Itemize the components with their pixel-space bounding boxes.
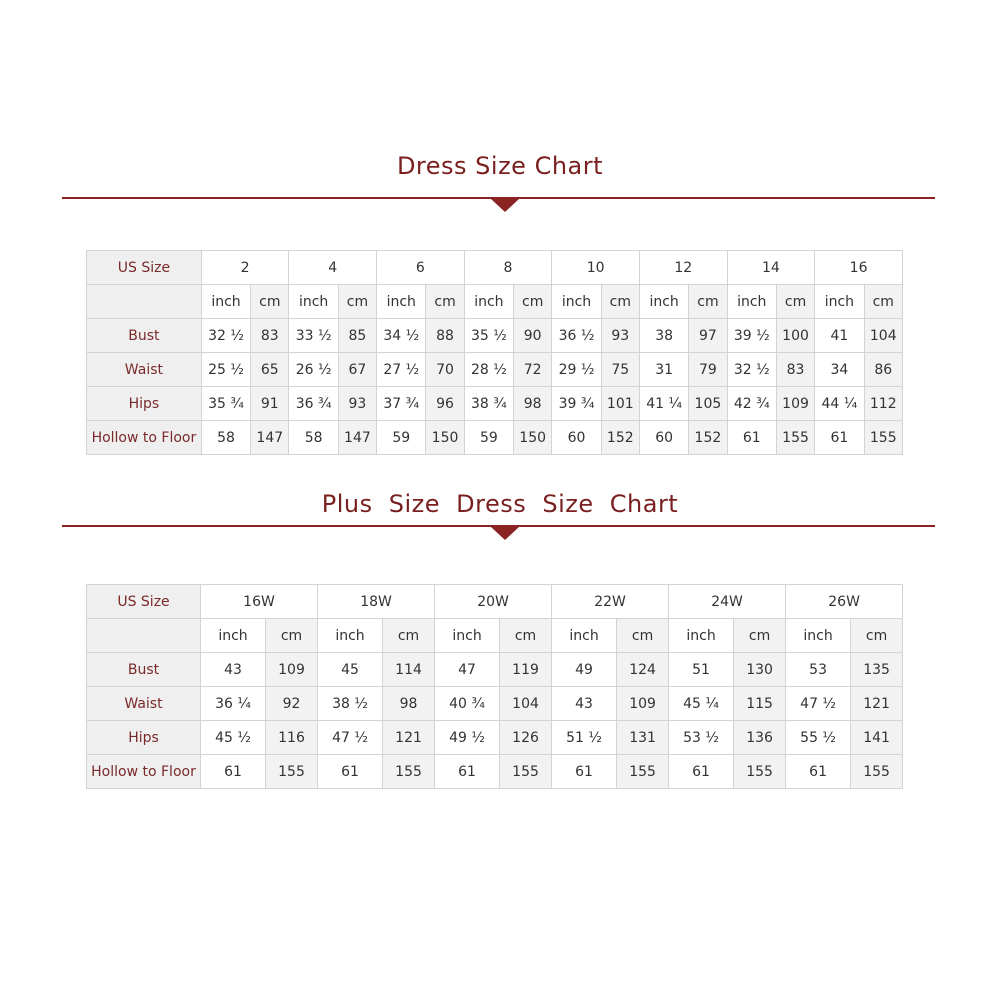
inch-value: 39 ¾: [552, 387, 601, 421]
inch-value: 33 ½: [289, 319, 338, 353]
inch-value: 38: [639, 319, 688, 353]
size-header-label: US Size: [87, 251, 202, 285]
size-column-header: 16: [815, 251, 903, 285]
unit-inch-label: inch: [435, 619, 500, 653]
cm-value: 155: [500, 755, 552, 789]
size-header-row: [87, 251, 903, 285]
cm-value: 126: [500, 721, 552, 755]
size-column-header: 26W: [786, 585, 903, 619]
cm-value: 97: [689, 319, 727, 353]
unit-cm-label: cm: [266, 619, 318, 653]
cm-value: 136: [734, 721, 786, 755]
cm-value: 100: [776, 319, 814, 353]
cm-value: 152: [689, 421, 727, 455]
cm-value: 121: [851, 687, 903, 721]
cm-value: 150: [514, 421, 552, 455]
cm-value: 116: [266, 721, 318, 755]
table-row: [87, 721, 903, 755]
inch-value: 36 ¾: [289, 387, 338, 421]
measurement-label: Bust: [87, 319, 202, 353]
unit-cm-label: cm: [864, 285, 902, 319]
unit-inch-label: inch: [377, 285, 426, 319]
cm-value: 90: [514, 319, 552, 353]
inch-value: 43: [552, 687, 617, 721]
size-column-header: 2: [201, 251, 289, 285]
cm-value: 98: [383, 687, 435, 721]
cm-value: 121: [383, 721, 435, 755]
cm-value: 155: [266, 755, 318, 789]
cm-value: 152: [601, 421, 639, 455]
unit-cm-label: cm: [851, 619, 903, 653]
cm-value: 150: [426, 421, 464, 455]
inch-value: 45 ¼: [669, 687, 734, 721]
inch-value: 29 ½: [552, 353, 601, 387]
inch-value: 51: [669, 653, 734, 687]
inch-value: 51 ½: [552, 721, 617, 755]
unit-cm-label: cm: [251, 285, 289, 319]
unit-inch-label: inch: [815, 285, 864, 319]
cm-value: 67: [338, 353, 376, 387]
size-column-header: 10: [552, 251, 640, 285]
measurement-label: Hips: [87, 721, 201, 755]
unit-row-label: [87, 285, 202, 319]
unit-cm-label: cm: [734, 619, 786, 653]
dress-size-chart-title: Dress Size Chart: [396, 152, 604, 180]
inch-value: 55 ½: [786, 721, 851, 755]
cm-value: 155: [776, 421, 814, 455]
unit-inch-label: inch: [727, 285, 776, 319]
cm-value: 109: [776, 387, 814, 421]
inch-value: 42 ¾: [727, 387, 776, 421]
cm-value: 109: [266, 653, 318, 687]
inch-value: 45: [318, 653, 383, 687]
inch-value: 60: [639, 421, 688, 455]
size-column-header: 4: [289, 251, 377, 285]
unit-cm-label: cm: [338, 285, 376, 319]
unit-inch-label: inch: [786, 619, 851, 653]
cm-value: 131: [617, 721, 669, 755]
inch-value: 47 ½: [318, 721, 383, 755]
cm-value: 155: [864, 421, 902, 455]
inch-value: 37 ¾: [377, 387, 426, 421]
cm-value: 92: [266, 687, 318, 721]
unit-inch-label: inch: [289, 285, 338, 319]
inch-value: 28 ½: [464, 353, 513, 387]
unit-cm-label: cm: [617, 619, 669, 653]
unit-cm-label: cm: [500, 619, 552, 653]
unit-inch-label: inch: [669, 619, 734, 653]
inch-value: 27 ½: [377, 353, 426, 387]
inch-value: 39 ½: [727, 319, 776, 353]
size-column-header: 6: [377, 251, 465, 285]
unit-row: [87, 285, 903, 319]
unit-inch-label: inch: [552, 285, 601, 319]
divider-pointer-icon: [491, 527, 519, 540]
unit-cm-label: cm: [601, 285, 639, 319]
measurement-label: Bust: [87, 653, 201, 687]
inch-value: 31: [639, 353, 688, 387]
inch-value: 61: [727, 421, 776, 455]
unit-inch-label: inch: [464, 285, 513, 319]
inch-value: 32 ½: [727, 353, 776, 387]
unit-row-label: [87, 619, 201, 653]
inch-value: 61: [552, 755, 617, 789]
inch-value: 40 ¾: [435, 687, 500, 721]
inch-value: 44 ¼: [815, 387, 864, 421]
cm-value: 155: [734, 755, 786, 789]
cm-value: 75: [601, 353, 639, 387]
table-row: [87, 653, 903, 687]
cm-value: 83: [776, 353, 814, 387]
inch-value: 41: [815, 319, 864, 353]
cm-value: 147: [251, 421, 289, 455]
cm-value: 141: [851, 721, 903, 755]
inch-value: 61: [669, 755, 734, 789]
inch-value: 36 ¼: [201, 687, 266, 721]
size-column-header: 8: [464, 251, 552, 285]
cm-value: 88: [426, 319, 464, 353]
cm-value: 115: [734, 687, 786, 721]
inch-value: 25 ½: [201, 353, 250, 387]
inch-value: 59: [377, 421, 426, 455]
inch-value: 41 ¼: [639, 387, 688, 421]
size-column-header: 18W: [318, 585, 435, 619]
cm-value: 96: [426, 387, 464, 421]
cm-value: 155: [383, 755, 435, 789]
size-column-header: 20W: [435, 585, 552, 619]
cm-value: 93: [601, 319, 639, 353]
inch-value: 35 ¾: [201, 387, 250, 421]
cm-value: 85: [338, 319, 376, 353]
dress-size-table: [86, 250, 903, 455]
size-header-label: US Size: [87, 585, 201, 619]
cm-value: 114: [383, 653, 435, 687]
cm-value: 70: [426, 353, 464, 387]
inch-value: 38 ½: [318, 687, 383, 721]
cm-value: 83: [251, 319, 289, 353]
cm-value: 104: [500, 687, 552, 721]
cm-value: 105: [689, 387, 727, 421]
cm-value: 112: [864, 387, 902, 421]
inch-value: 47: [435, 653, 500, 687]
inch-value: 58: [201, 421, 250, 455]
inch-value: 60: [552, 421, 601, 455]
size-column-header: 16W: [201, 585, 318, 619]
cm-value: 130: [734, 653, 786, 687]
measurement-label: Hollow to Floor: [87, 421, 202, 455]
cm-value: 86: [864, 353, 902, 387]
divider-pointer-icon: [491, 199, 519, 212]
unit-cm-label: cm: [426, 285, 464, 319]
inch-value: 36 ½: [552, 319, 601, 353]
inch-value: 34: [815, 353, 864, 387]
unit-cm-label: cm: [776, 285, 814, 319]
cm-value: 65: [251, 353, 289, 387]
inch-value: 61: [201, 755, 266, 789]
table-row: [87, 387, 903, 421]
size-column-header: 22W: [552, 585, 669, 619]
table-row: [87, 755, 903, 789]
inch-value: 26 ½: [289, 353, 338, 387]
cm-value: 104: [864, 319, 902, 353]
table-row: [87, 353, 903, 387]
unit-inch-label: inch: [201, 619, 266, 653]
cm-value: 101: [601, 387, 639, 421]
measurement-label: Waist: [87, 353, 202, 387]
unit-inch-label: inch: [639, 285, 688, 319]
table-row: [87, 421, 903, 455]
table-row: [87, 319, 903, 353]
cm-value: 79: [689, 353, 727, 387]
inch-value: 61: [318, 755, 383, 789]
inch-value: 47 ½: [786, 687, 851, 721]
plus-size-table: [86, 584, 903, 789]
cm-value: 93: [338, 387, 376, 421]
cm-value: 147: [338, 421, 376, 455]
measurement-label: Hollow to Floor: [87, 755, 201, 789]
unit-inch-label: inch: [201, 285, 250, 319]
cm-value: 155: [851, 755, 903, 789]
unit-cm-label: cm: [689, 285, 727, 319]
unit-inch-label: inch: [318, 619, 383, 653]
inch-value: 49 ½: [435, 721, 500, 755]
unit-inch-label: inch: [552, 619, 617, 653]
size-header-row: [87, 585, 903, 619]
size-column-header: 12: [639, 251, 727, 285]
inch-value: 34 ½: [377, 319, 426, 353]
cm-value: 109: [617, 687, 669, 721]
cm-value: 119: [500, 653, 552, 687]
plus-size-chart-title: Plus Size Dress Size Chart: [321, 490, 679, 518]
cm-value: 91: [251, 387, 289, 421]
inch-value: 53 ½: [669, 721, 734, 755]
inch-value: 61: [815, 421, 864, 455]
cm-value: 72: [514, 353, 552, 387]
size-column-header: 14: [727, 251, 815, 285]
unit-cm-label: cm: [383, 619, 435, 653]
inch-value: 35 ½: [464, 319, 513, 353]
cm-value: 98: [514, 387, 552, 421]
measurement-label: Waist: [87, 687, 201, 721]
inch-value: 49: [552, 653, 617, 687]
inch-value: 38 ¾: [464, 387, 513, 421]
unit-cm-label: cm: [514, 285, 552, 319]
inch-value: 32 ½: [201, 319, 250, 353]
inch-value: 59: [464, 421, 513, 455]
cm-value: 155: [617, 755, 669, 789]
measurement-label: Hips: [87, 387, 202, 421]
inch-value: 53: [786, 653, 851, 687]
size-column-header: 24W: [669, 585, 786, 619]
inch-value: 58: [289, 421, 338, 455]
cm-value: 124: [617, 653, 669, 687]
table-row: [87, 687, 903, 721]
cm-value: 135: [851, 653, 903, 687]
unit-row: [87, 619, 903, 653]
inch-value: 45 ½: [201, 721, 266, 755]
inch-value: 61: [435, 755, 500, 789]
inch-value: 43: [201, 653, 266, 687]
inch-value: 61: [786, 755, 851, 789]
